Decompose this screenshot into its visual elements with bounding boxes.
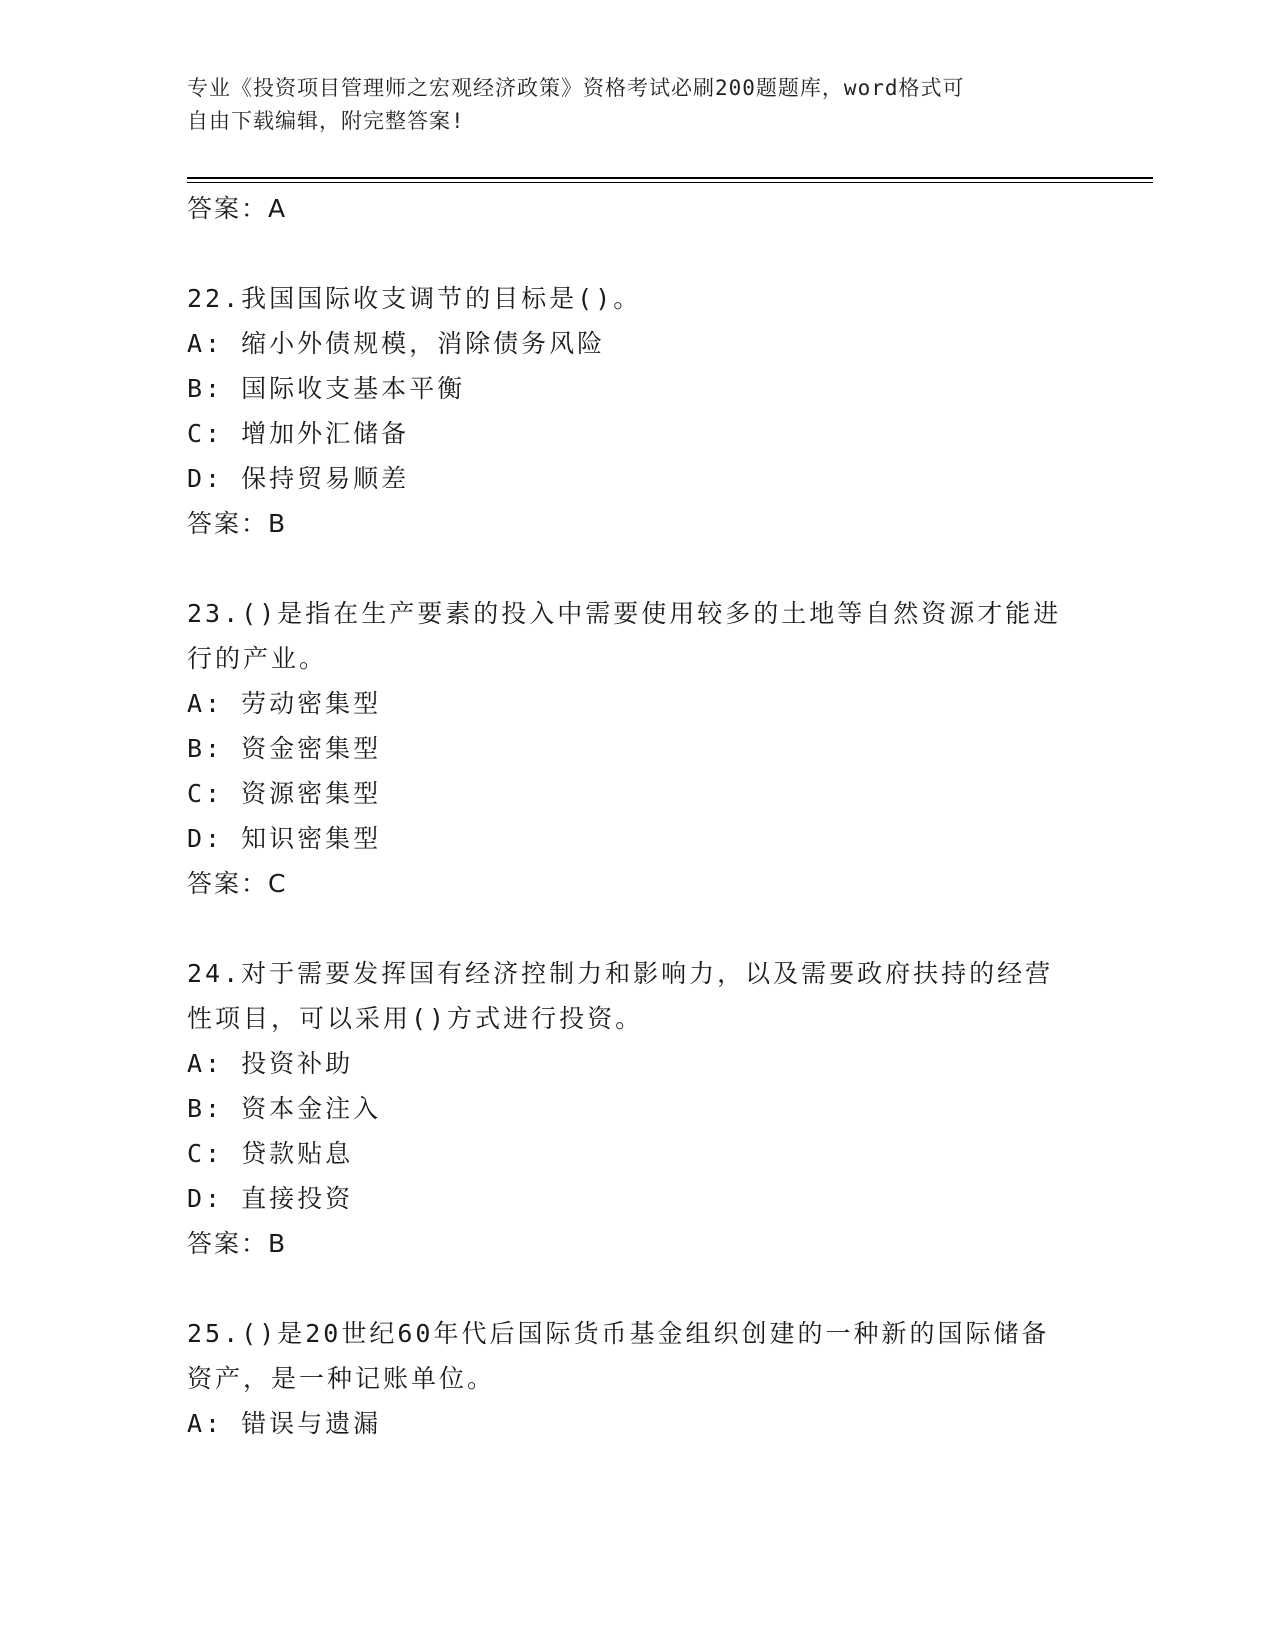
question-text-line-1: 25.()是20世纪60年代后国际货币基金组织创建的一种新的国际储备 [187,1319,1050,1348]
spacer [187,1266,1087,1311]
option-c: C: 贷款贴息 [187,1139,354,1168]
page-header [187,72,1067,138]
question-text-line-2: 性项目，可以采用()方式进行投资。 [187,1004,644,1033]
option-c: C: 增加外汇储备 [187,419,410,448]
option-d: D: 直接投资 [187,1184,354,1213]
question-text-line-2: 资产，是一种记账单位。 [187,1364,496,1393]
option-b: B: 资本金注入 [187,1094,382,1123]
question-block-25 [187,1311,1087,1446]
question-text-line-1: 23.()是指在生产要素的投入中需要使用较多的土地等自然资源才能进 [187,599,1062,628]
question-text-line-1: 24.对于需要发挥国有经济控制力和影响力，以及需要政府扶持的经营 [187,959,1054,988]
previous-answer: 答案：A [187,194,288,223]
option-b: B: 国际收支基本平衡 [187,374,466,403]
question-block-24 [187,951,1087,1266]
spacer [187,546,1087,591]
question-text: 22.我国国际收支调节的目标是()。 [187,284,642,313]
answer: 答案：B [187,1229,288,1258]
question-text-line-2: 行的产业。 [187,644,328,673]
question-list [187,186,1087,1446]
option-c: C: 资源密集型 [187,779,382,808]
option-a: A: 劳动密集型 [187,689,382,718]
header-divider-thick [187,177,1153,179]
spacer [187,231,1087,276]
spacer [187,906,1087,951]
option-a: A: 错误与遗漏 [187,1409,382,1438]
question-block-22 [187,276,1087,546]
option-d: D: 知识密集型 [187,824,382,853]
option-a: A: 缩小外债规模，消除债务风险 [187,329,606,358]
option-b: B: 资金密集型 [187,734,382,763]
header-divider-thin [187,182,1153,183]
option-d: D: 保持贸易顺差 [187,464,410,493]
answer: 答案：B [187,509,288,538]
header-line-1: 专业《投资项目管理师之宏观经济政策》资格考试必刷200题题库，word格式可 [187,76,965,100]
header-line-2: 自由下载编辑，附完整答案! [187,109,465,133]
answer: 答案：C [187,869,288,898]
option-a: A: 投资补助 [187,1049,354,1078]
question-block-23 [187,591,1087,906]
